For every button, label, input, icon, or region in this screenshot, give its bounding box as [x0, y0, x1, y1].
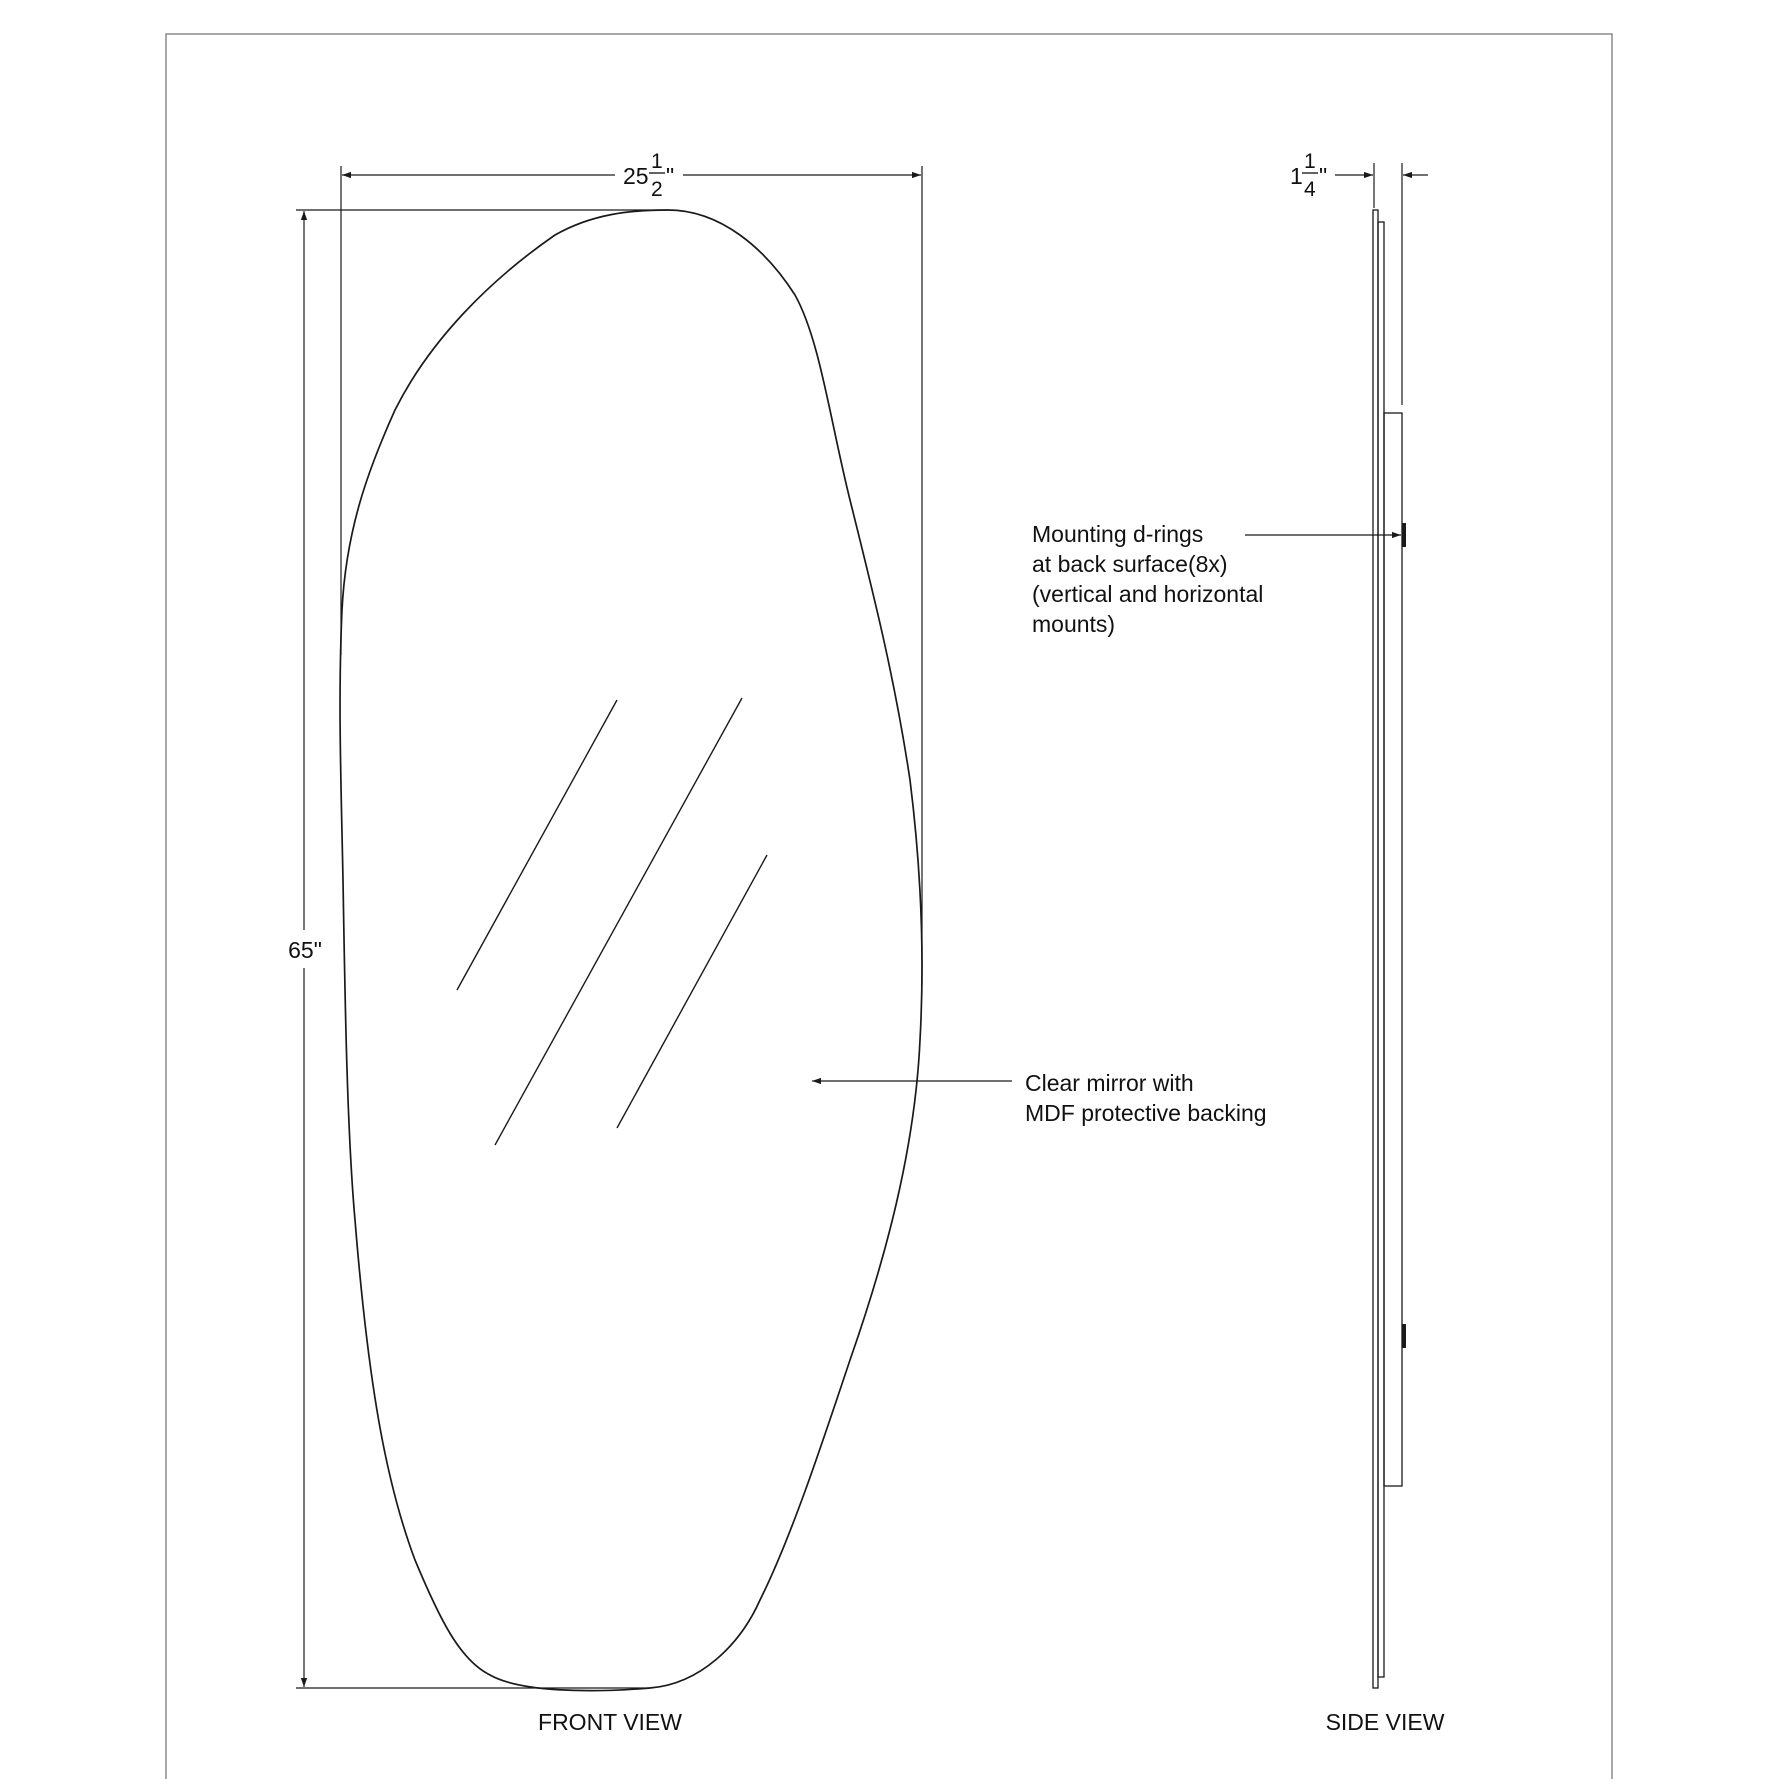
- svg-text:": ": [1319, 163, 1328, 189]
- side-view: [1032, 150, 1445, 1735]
- side-mounting-cleat: [1384, 413, 1402, 1486]
- reflection-line: [457, 700, 617, 990]
- svg-text:1: 1: [651, 150, 663, 173]
- front-view-caption: FRONT VIEW: [538, 1709, 682, 1735]
- side-mirror-glass: [1373, 210, 1378, 1688]
- mirror-callout-line-2: MDF protective backing: [1025, 1100, 1267, 1126]
- d-ring-callout-line-1: Mounting d-rings: [1032, 521, 1204, 547]
- d-ring-lower: [1402, 1324, 1406, 1348]
- mirror-outline: [340, 210, 922, 1691]
- depth-dimension-label: [1290, 150, 1327, 201]
- d-ring-callout-line-4: mounts): [1032, 611, 1116, 637]
- d-ring-callout-line-2: at back surface(8x): [1032, 551, 1228, 577]
- side-view-caption: SIDE VIEW: [1325, 1709, 1445, 1735]
- reflection-line: [495, 698, 742, 1145]
- svg-text:": ": [666, 163, 675, 189]
- mirror-callout-line-1: Clear mirror with: [1025, 1070, 1194, 1096]
- reflection-line: [617, 855, 767, 1128]
- svg-text:1: 1: [1304, 150, 1316, 173]
- side-mdf-backing: [1378, 222, 1384, 1677]
- d-ring-upper: [1402, 523, 1406, 547]
- sheet-border: [166, 34, 1612, 1779]
- front-view: [288, 150, 1266, 1735]
- height-dimension-label: 65": [288, 937, 322, 963]
- d-ring-callout-line-3: (vertical and horizontal: [1032, 581, 1264, 607]
- svg-text:2: 2: [651, 178, 663, 201]
- svg-text:1: 1: [1290, 163, 1303, 189]
- svg-text:4: 4: [1304, 178, 1316, 201]
- svg-text:25: 25: [623, 163, 649, 189]
- width-dimension-label: [623, 150, 674, 201]
